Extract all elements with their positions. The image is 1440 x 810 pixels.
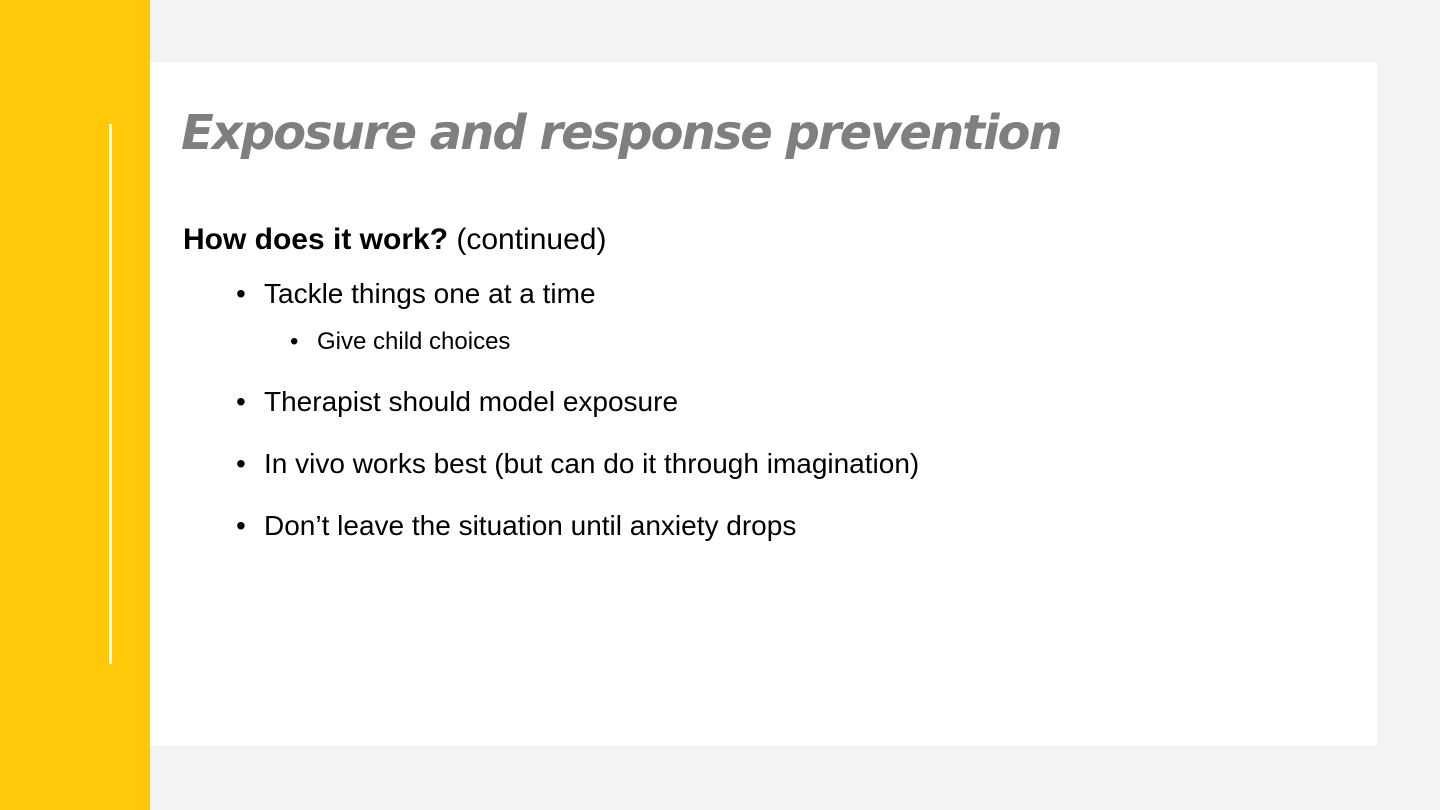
subheading-bold: How does it work? xyxy=(183,223,449,256)
subheading-suffix: (continued) xyxy=(448,223,607,256)
bullet-item xyxy=(236,510,796,542)
bullet-item xyxy=(236,386,678,418)
accent-side-bar xyxy=(0,0,150,810)
slide-title: Exposure and response prevention xyxy=(181,105,1061,161)
bullet-item xyxy=(236,448,919,480)
bullet-dot: • xyxy=(236,386,246,417)
bullet-text: Don’t leave the situation until anxiety drops xyxy=(264,510,797,541)
subheading xyxy=(183,223,606,257)
bullet-dot: • xyxy=(236,510,246,541)
bullet-text: Give child choices xyxy=(317,328,511,355)
bullet-dot: • xyxy=(236,448,246,479)
bullet-text: Therapist should model exposure xyxy=(264,386,679,417)
vertical-accent-line xyxy=(109,124,112,664)
bullet-dot: • xyxy=(236,278,246,309)
bullet-text: In vivo works best (but can do it through imagination) xyxy=(264,448,920,479)
bullet-dot: • xyxy=(290,328,299,355)
sub-bullet-item xyxy=(290,328,510,356)
bullet-item xyxy=(236,278,596,310)
bullet-text: Tackle things one at a time xyxy=(264,278,596,309)
